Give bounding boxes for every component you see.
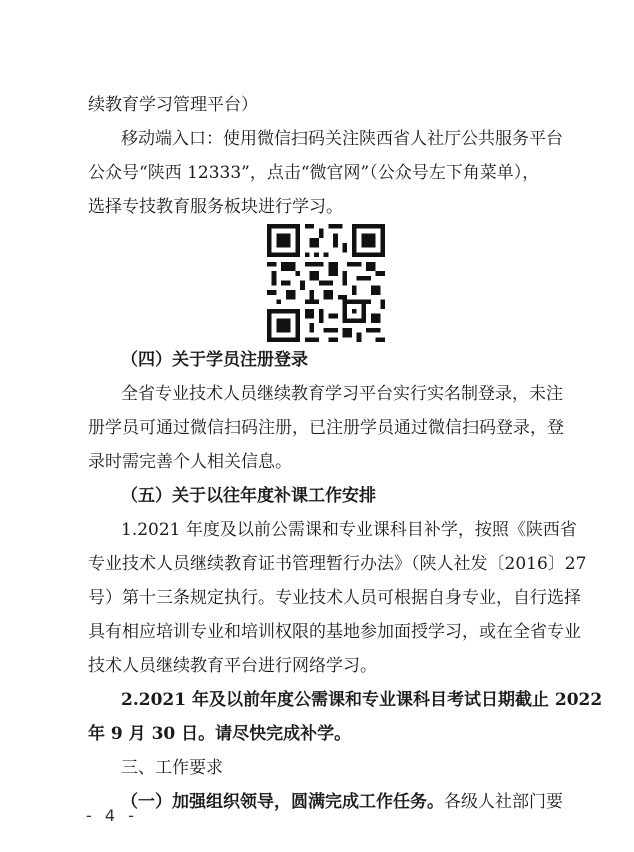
text-line: 号）第十三条规定执行。专业技术人员可根据自身专业，自行选择 <box>88 588 581 608</box>
text-line: 选择专技教育服务板块进行学习。 <box>88 197 343 217</box>
text-line: 全省专业技术人员继续教育学习平台实行实名制登录，未注 <box>121 384 563 404</box>
subheading-rest: 各级人社部门要 <box>444 792 563 812</box>
section-heading: （五）关于以往年度补课工作安排 <box>121 486 376 506</box>
text-line: 2.2021 年及以前年度公需课和专业课科目考试日期截止 2022 <box>121 690 603 710</box>
subheading-bold: （一）加强组织领导，圆满完成工作任务。 <box>121 792 444 812</box>
text-line: 年 9 月 30 日。请尽快完成补学。 <box>88 724 352 744</box>
section-heading: （四）关于学员注册登录 <box>121 350 308 370</box>
section-heading: 三、工作要求 <box>121 758 223 778</box>
qr-code-image <box>267 224 385 342</box>
text-line: 册学员可通过微信扫码注册，已注册学员通过微信扫码登录，登 <box>88 418 564 438</box>
text-line: 录时需完善个人相关信息。 <box>88 452 292 472</box>
text-line: 专业技术人员继续教育证书管理暂行办法》（陕人社发〔2016〕27 <box>88 554 587 574</box>
text-line: 移动端入口：使用微信扫码关注陕西省人社厅公共服务平台 <box>121 129 563 149</box>
text-line: 续教育学习管理平台） <box>88 95 258 115</box>
page-number: - 4 - <box>86 806 138 825</box>
text-line: 技术人员继续教育平台进行网络学习。 <box>88 656 377 676</box>
text-line: 具有相应培训专业和培训权限的基地参加面授学习，或在全省专业 <box>88 622 581 642</box>
text-line: 1.2021 年度及以前公需课和专业课科目补学，按照《陕西省 <box>121 520 577 540</box>
text-line: 公众号“陕西 12333”，点击“微官网”（公众号左下角菜单）， <box>88 163 540 183</box>
